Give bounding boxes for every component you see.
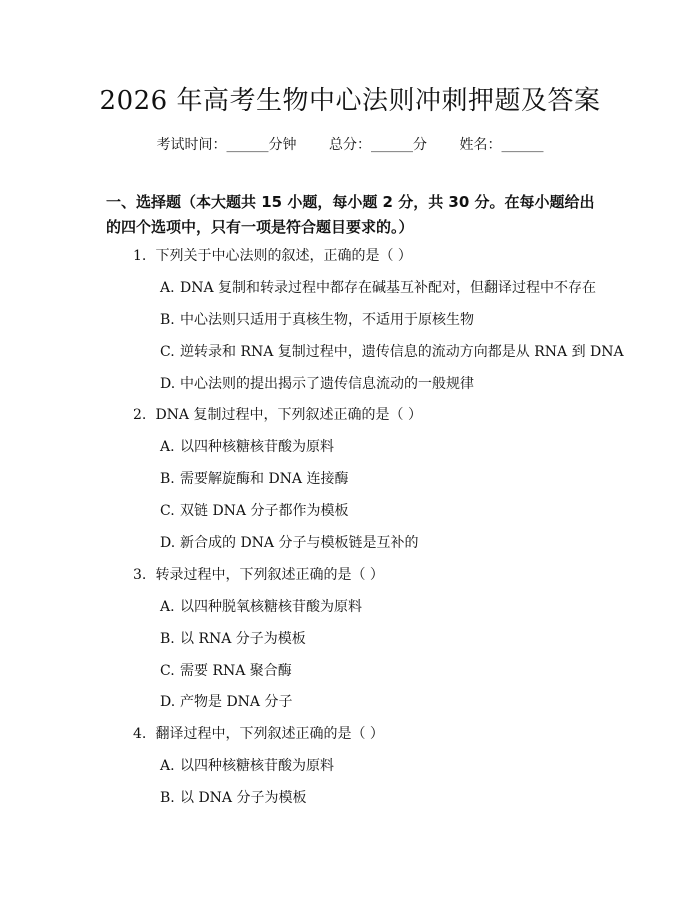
question-stem: 转录过程中，下列叙述正确的是（ ）: [155, 567, 384, 583]
section-heading: 一、选择题（本大题共 15 小题，每小题 2 分，共 30 分。在每小题给出的四个选项中，只有一项是符合题目要求的。）: [106, 193, 595, 236]
option-letter: C.: [160, 663, 175, 679]
question-2: [133, 404, 422, 424]
question-2-option-c: [160, 500, 349, 520]
question-stem: DNA 复制过程中，下列叙述正确的是（ ）: [155, 407, 422, 423]
exam-meta-line: [0, 134, 700, 154]
option-letter: D.: [160, 535, 176, 551]
option-text: 以四种脱氧核糖核苷酸为原料: [180, 599, 362, 615]
option-text: 以四种核糖核苷酸为原料: [180, 758, 334, 774]
question-3-option-b: [160, 628, 306, 648]
option-text: 中心法则只适用于真核生物，不适用于原核生物: [180, 312, 474, 328]
option-letter: B.: [160, 790, 175, 806]
question-3-option-a: [160, 596, 362, 616]
question-stem: 下列关于中心法则的叙述，正确的是（ ）: [155, 248, 412, 264]
question-1: [133, 245, 412, 265]
question-4-option-b: [160, 787, 307, 807]
option-text: 需要解旋酶和 DNA 连接酶: [180, 471, 349, 487]
option-letter: A.: [160, 439, 175, 455]
option-letter: B.: [160, 312, 175, 328]
page-title: 2026 年高考生物中心法则冲刺押题及答案: [99, 86, 601, 116]
option-text: 产物是 DNA 分子: [180, 694, 293, 710]
question-stem: 翻译过程中，下列叙述正确的是（ ）: [155, 726, 384, 742]
option-text: 以四种核糖核苷酸为原料: [180, 439, 334, 455]
option-letter: B.: [160, 631, 175, 647]
question-1-option-b: [160, 309, 474, 329]
exam-time-field: 考试时间：______分钟: [156, 137, 297, 153]
question-2-option-a: [160, 436, 334, 456]
option-letter: A.: [160, 599, 175, 615]
option-text: DNA 复制和转录过程中都存在碱基互补配对，但翻译过程中不存在: [180, 280, 597, 296]
option-text: 中心法则的提出揭示了遗传信息流动的一般规律: [180, 376, 474, 392]
question-1-option-c: [160, 341, 624, 361]
question-number: 3.: [133, 567, 147, 583]
option-text: 双链 DNA 分子都作为模板: [180, 503, 349, 519]
question-4: [133, 723, 384, 743]
question-number: 1.: [133, 248, 147, 264]
option-letter: C.: [160, 503, 175, 519]
total-score-field: 总分：______分: [329, 137, 427, 153]
student-name-field: 姓名：______: [459, 137, 544, 153]
question-3: [133, 564, 384, 584]
option-text: 新合成的 DNA 分子与模板链是互补的: [180, 535, 419, 551]
question-1-option-a: [160, 277, 596, 297]
question-2-option-d: [160, 532, 419, 552]
option-letter: C.: [160, 344, 175, 360]
question-number: 2.: [133, 407, 147, 423]
option-text: 以 RNA 分子为模板: [180, 631, 306, 647]
question-1-option-d: [160, 373, 474, 393]
option-letter: A.: [160, 758, 175, 774]
question-number: 4.: [133, 726, 147, 742]
question-2-option-b: [160, 468, 349, 488]
option-letter: D.: [160, 376, 176, 392]
question-3-option-d: [160, 691, 293, 711]
option-letter: D.: [160, 694, 176, 710]
option-letter: A.: [160, 280, 175, 296]
option-text: 需要 RNA 聚合酶: [180, 663, 292, 679]
question-3-option-c: [160, 660, 292, 680]
question-4-option-a: [160, 755, 334, 775]
option-text: 以 DNA 分子为模板: [180, 790, 307, 806]
option-text: 逆转录和 RNA 复制过程中，遗传信息的流动方向都是从 RNA 到 DNA: [180, 344, 624, 360]
option-letter: B.: [160, 471, 175, 487]
